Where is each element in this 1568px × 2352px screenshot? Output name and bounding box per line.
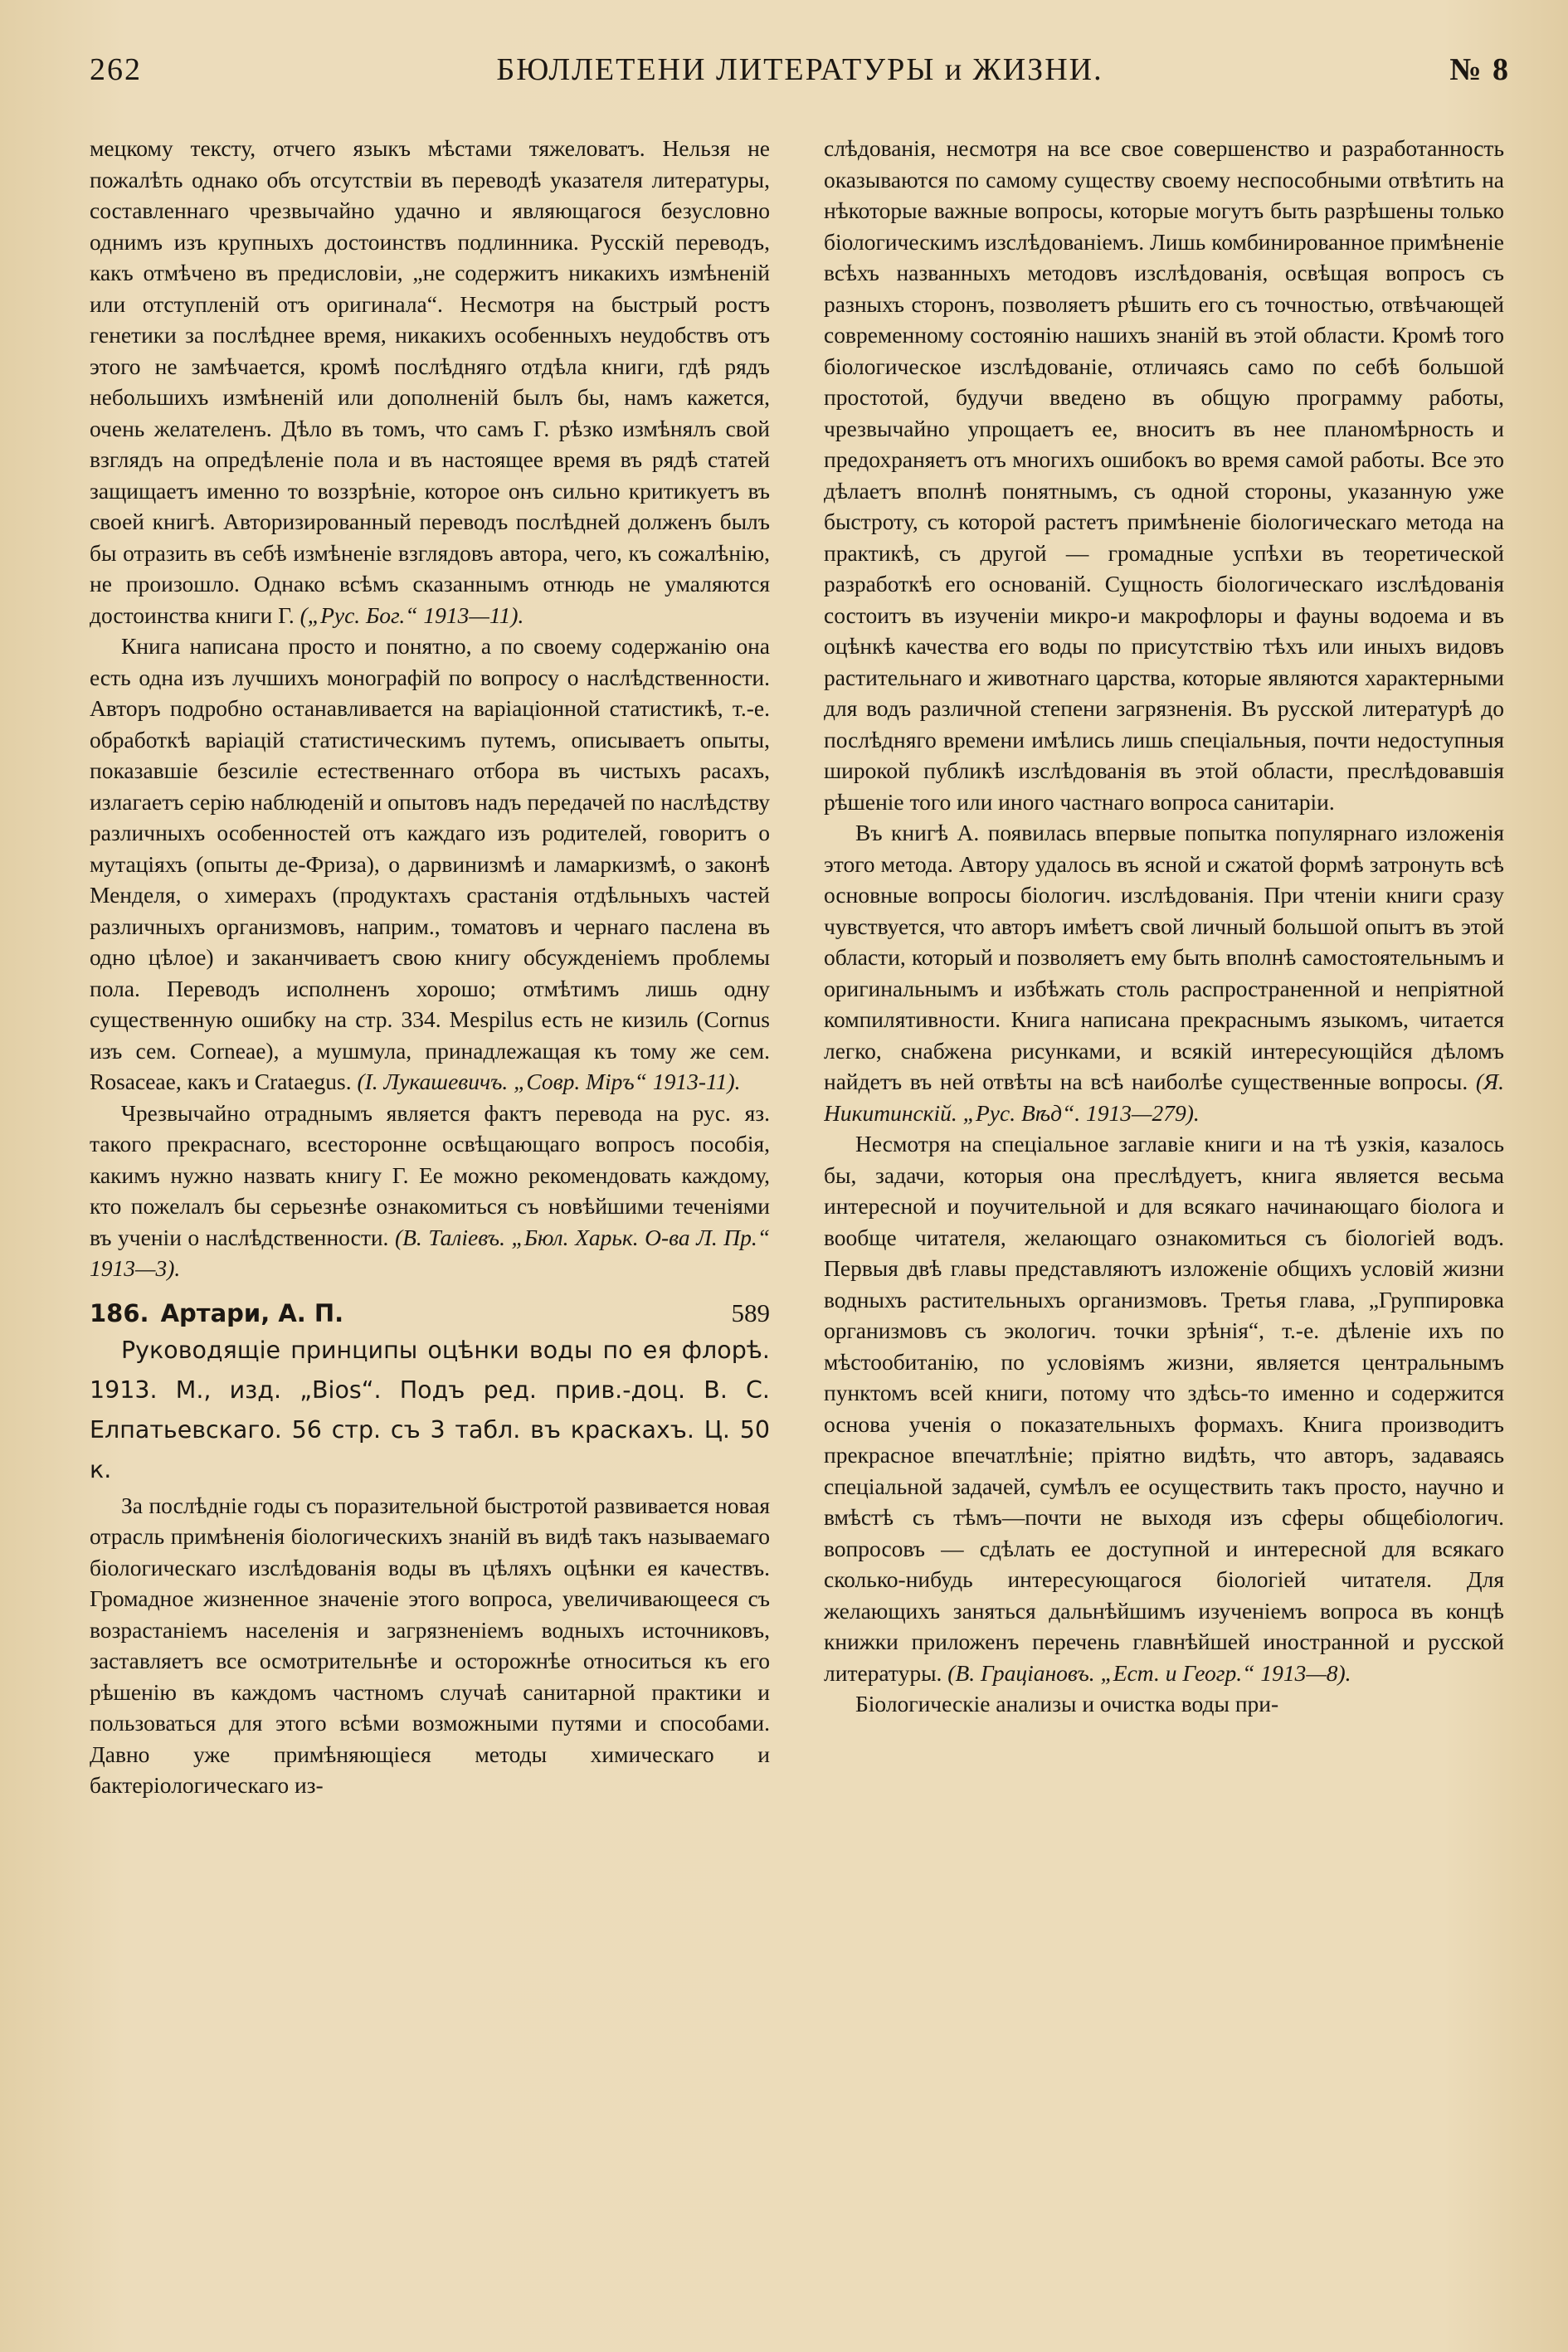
entry-author: Артари, А. П.	[160, 1298, 344, 1327]
paragraph-text: Книга написана просто и понятно, а по своему содержанію она есть одна изъ лучшихъ монографій по вопросу о наслѣдственности. Авторъ подробно останавливается на варіаціонной статистикѣ, т.-е. обработкѣ варіацій статистическимъ путемъ, описываетъ опыты, показавшіе безсиліе естественнаго отбора въ чистыхъ расахъ, излагаетъ серію наблюденій и опытовъ надъ передачей по наслѣдству различныхъ особенностей отъ каждаго изъ родителей, говоритъ о мутаціяхъ (опыты де-Фриза), о дарвинизмѣ и ламаркизмѣ, о законѣ Менделя, о химерахъ (продуктахъ срастанія отдѣльныхъ частей различныхъ организмовъ, наприм., томатовъ и чернаго паслена въ одно цѣлое) и заканчиваетъ свою книгу обсужденіемъ проблемы пола. Переводъ исполненъ хорошо; отмѣтимъ лишь одну существенную ошибку на стр. 334. Mespilus есть не кизиль (Cornus изъ сем. Corneae), а мушмула, принадлежащая къ тому же сем. Rosaceae, какъ и Crataegus.	[90, 633, 770, 1094]
review-source: (І. Лукашевичъ. „Совр. Міръ“ 1913-11).	[357, 1069, 741, 1094]
paragraph	[90, 631, 770, 1098]
paragraph	[90, 1098, 770, 1284]
review-source: (Я. Никитинскій. „Рус. Вѣд“. 1913—279).	[824, 1069, 1504, 1126]
paragraph	[824, 1128, 1504, 1688]
issue-number: № 8	[1449, 52, 1510, 87]
page-number: 262	[90, 52, 142, 87]
entry-code: 589	[731, 1298, 770, 1327]
entry-heading	[90, 1296, 770, 1331]
right-column	[824, 133, 1504, 2340]
paragraph-text: Біологическіе анализы и очистка воды при-	[855, 1691, 1279, 1717]
paragraph-text: Въ книгѣ А. появилась впервые попытка популярнаго изложенія этого метода. Автору удалось въ ясной и сжатой формѣ затронуть всѣ основные вопросы біологич. изслѣдованія. При чтеніи книги сразу чувствуется, что авторъ имѣетъ свой личный большой опытъ въ этой области, который и позволяетъ ему быть вполнѣ самостоятельнымъ и оригинальнымъ и избѣжать столь распространенной и непріятной компилятивности. Книга написана прекраснымъ языкомъ, читается легко, снабжена рисунками, и всякій интересующійся дѣломъ найдетъ въ ней отвѣты на всѣ наиболѣе существенные вопросы.	[824, 820, 1504, 1094]
paragraph	[824, 133, 1504, 817]
paragraph-text: За послѣдніе годы съ поразительной быстротой развивается новая отрасль примѣненія біологическихъ знаній въ видѣ такъ называемаго біологическаго изслѣдованія воды въ цѣляхъ оцѣнки ея качествъ. Громадное жизненное значеніе этого вопроса, увеличивающееся съ возрастаніемъ населенія и загрязненіемъ водныхъ источниковъ, заставляетъ все осмотрительнѣе и осторожнѣе относиться къ его рѣшенію въ каждомъ частномъ случаѣ санитарной практики и пользоваться для этого всѣми возможными путями и способами. Давно уже примѣняющіеся методы химическаго и бактеріологическаго из-	[90, 1492, 770, 1798]
paragraph-text: мецкому тексту, отчего языкъ мѣстами тяжеловатъ. Нельзя не пожалѣть однако объ отсутствіи въ переводѣ указателя литературы, составленнаго чрезвычайно удачно и являющагося безусловно однимъ изъ крупныхъ достоинствъ подлинника. Русскій переводъ, какъ отмѣчено въ предисловіи, „не содержитъ никакихъ измѣненій или отступленій отъ оригинала“. Несмотря на быстрый ростъ генетики за послѣднее время, никакихъ особенныхъ неудобствъ отъ этого не замѣчается, кромѣ послѣдняго отдѣла книги, гдѣ рядъ небольшихъ измѣненій или дополненій былъ бы, намъ кажется, очень желателенъ. Дѣло въ томъ, что самъ Г. рѣзко измѣнялъ свой взглядъ на опредѣленіе пола и въ настоящее время въ рядѣ статей защищаетъ именно то воззрѣніе, которое онъ сильно критикуетъ въ своей книгѣ. Авторизированный переводъ послѣдней долженъ былъ бы отразить въ себѣ измѣненіе взглядовъ автора, чего, къ сожалѣнію, не произошло. Однако всѣмъ сказаннымъ отнюдь не умаляются достоинства книги Г.	[90, 135, 770, 628]
entry-number: 186.	[90, 1298, 149, 1327]
left-column	[90, 133, 770, 2340]
paragraph-text: Несмотря на спеціальное заглавіе книги и на тѣ узкія, казалось бы, задачи, которыя она преслѣдуетъ, книга является весьма интересной и поучительной и для всякаго начинающаго біолога и вообще читателя, желающаго ознакомиться съ біологіей водъ. Первыя двѣ главы представляютъ изложеніе общихъ условій жизни водныхъ растительныхъ организмовъ. Третья глава, „Группировка организмовъ съ экологич. точки зрѣнія“, т.-е. дѣленіе ихъ по мѣстообитанію, по условіямъ жизни, является центральнымъ пунктомъ всей книги, потому что здѣсь-то именно и содержится основа ученія о показательныхъ формахъ. Книга производитъ прекрасное впечатлѣніе; пріятно видѣть, что авторъ, задаваясь спеціальной задачей, сумѣлъ ее осуществить такъ просто, научно и вмѣстѣ съ тѣмъ—почти не выходя изъ сферы общебіологич. вопросовъ — сдѣлать ее доступной и интересной для всякаго сколько-нибудь интересующагося біологіей читателя. Для желающихъ заняться дальнѣйшимъ изученіемъ вопроса въ концѣ книжки приложенъ перечень главнѣйшей иностранной и русской литературы.	[824, 1131, 1504, 1686]
paragraph	[824, 817, 1504, 1128]
journal-title: БЮЛЛЕТЕНИ ЛИТЕРАТУРЫ и ЖИЗНИ.	[496, 52, 1103, 87]
running-header	[90, 51, 1510, 101]
review-source: (В. Граціановъ. „Ест. и Геогр.“ 1913—8).	[947, 1659, 1351, 1686]
paragraph	[824, 1688, 1504, 1720]
paragraph-text: Чрезвычайно отраднымъ является фактъ перевода на рус. яз. такого прекраснаго, всесторонне освѣщающаго вопросъ пособія, какимъ нужно назвать книгу Г. Ее можно рекомендовать каждому, кто пожелалъ бы серьезнѣе ознакомиться съ новѣйшими теченіями въ ученіи о наслѣдственности.	[90, 1099, 770, 1250]
paragraph	[90, 1490, 770, 1801]
paragraph	[90, 133, 770, 631]
review-source: („Рус. Бог.“ 1913—11).	[299, 601, 524, 628]
entry-title: Руководящіе принципы оцѣнки воды по ея флорѣ. 1913. М., изд. „Bios“. Подъ ред. прив.-доц. В. С. Елпатьевскаго. 56 стр. съ 3 табл. въ краскахъ. Ц. 50 к.	[90, 1336, 770, 1483]
paragraph-text: слѣдованія, несмотря на все свое совершенство и разработанность оказываются по самому существу своему неспособными отвѣтить на нѣкоторые важные вопросы, которые могутъ быть разрѣшены только біологическимъ изслѣдованіемъ. Лишь комбинированное примѣненіе всѣхъ названныхъ методовъ изслѣдованія, освѣщая вопросъ съ разныхъ сторонъ, позволяетъ рѣшить его съ точностью, отвѣчающей современному состоянію нашихъ знаній въ этой области. Кромѣ того біологическое изслѣдованіе, отличаясь само по себѣ большой простотой, будучи введено въ общую программу работы, чрезвычайно упрощаетъ ее, вноситъ въ нее планомѣрность и предохраняетъ отъ многихъ ошибокъ во время самой работы. Все это дѣлаетъ вполнѣ понятнымъ, съ одной стороны, указанную уже быстроту, съ которой растетъ примѣненіе біологическаго метода на практикѣ, съ другой — громадные успѣхи въ теоретической разработкѣ его основаній. Сущность біологическаго изслѣдованія состоитъ въ изученіи микро-и макрофлоры и фауны водоема и въ оцѣнкѣ качества его воды по присутствію тѣхъ или иныхъ видовъ растительнаго и животнаго царства, которые являются характерными для водъ различной степени загрязненія. Въ русской литературѣ до послѣдняго времени имѣлись лишь спеціальныя, почти недоступныя широкой публикѣ изслѣдованія въ этой области, преслѣдовавшія рѣшеніе того или иного частнаго вопроса санитаріи.	[824, 135, 1504, 815]
review-source: (В. Таліевъ. „Бюл. Харьк. О-ва Л. Пр.“ 1913—3).	[90, 1224, 770, 1281]
